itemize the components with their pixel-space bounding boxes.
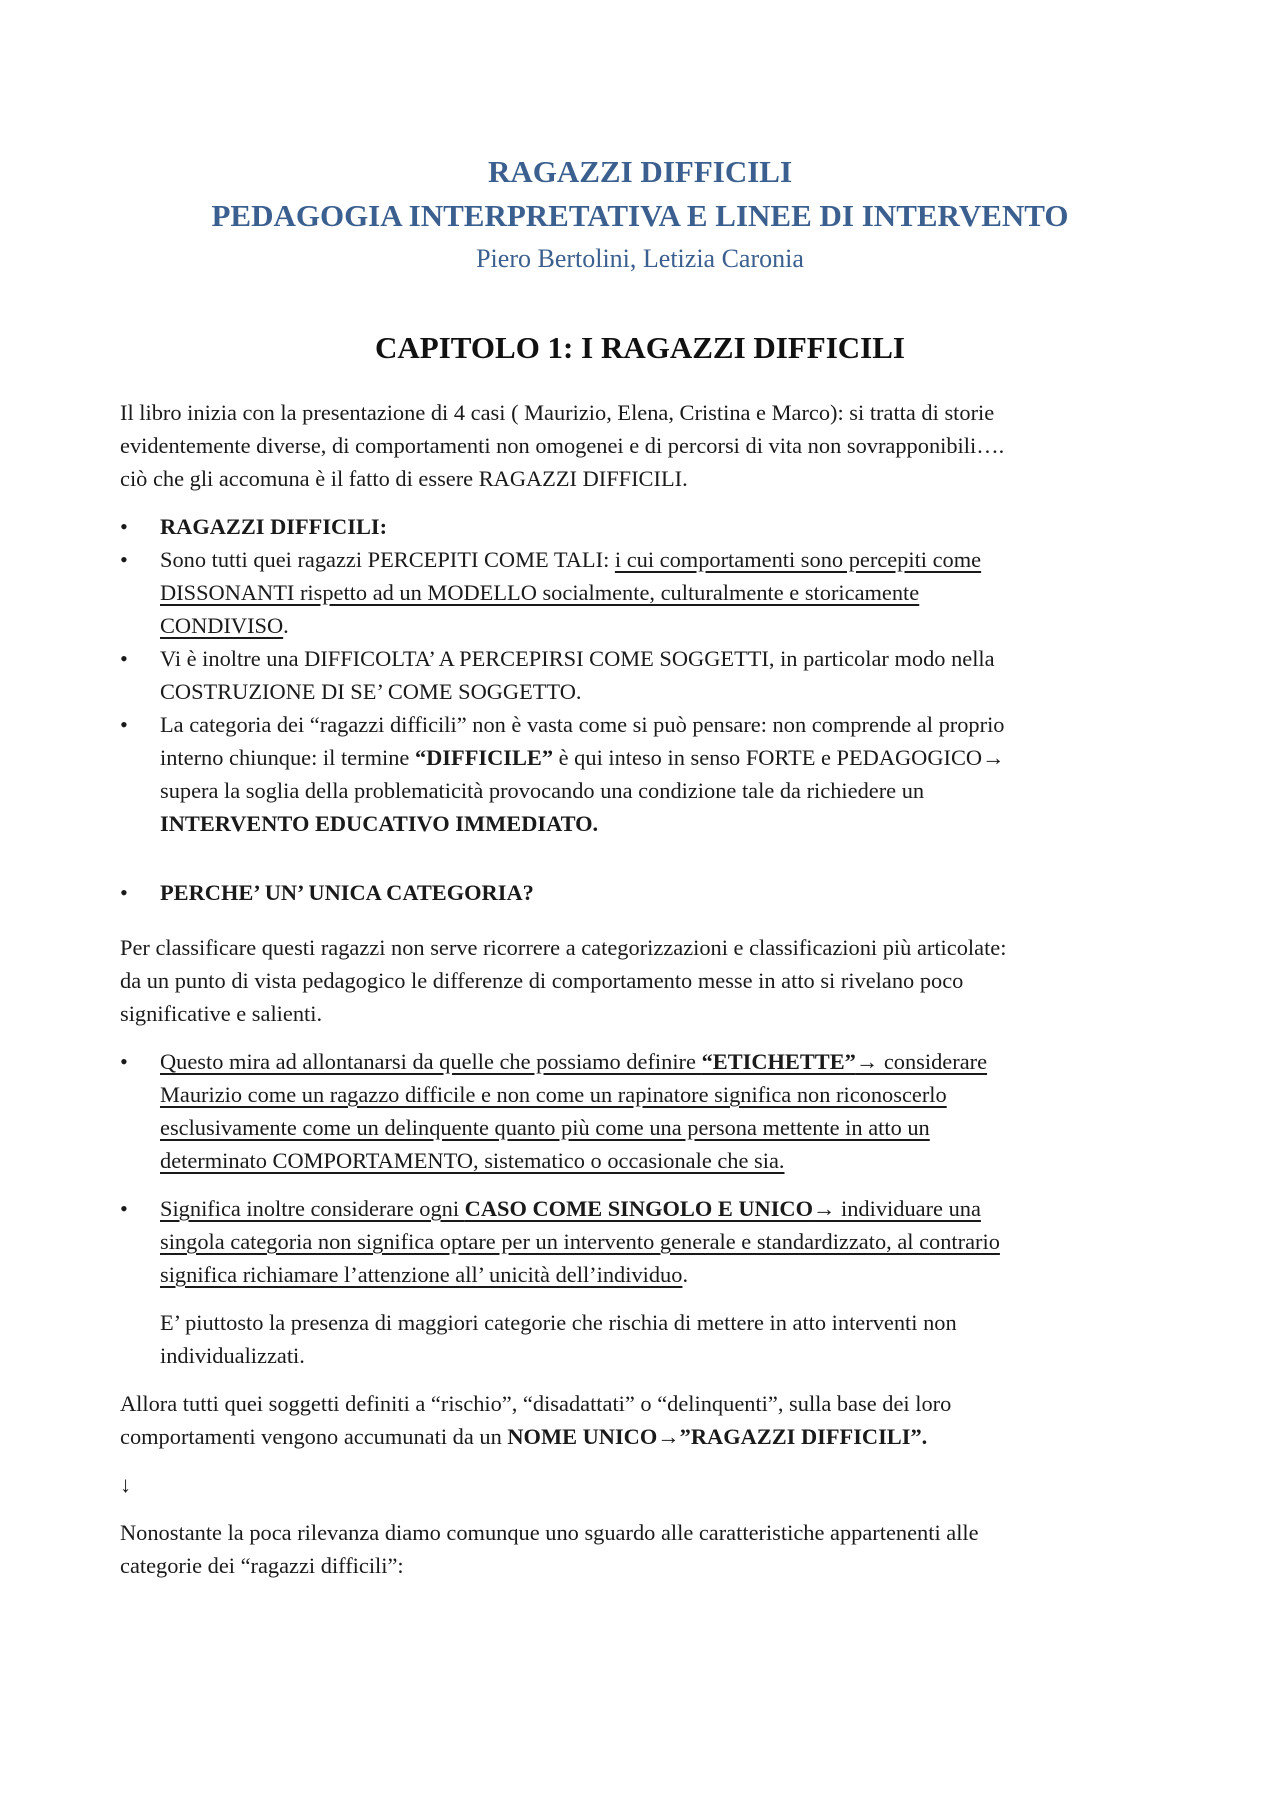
book-title: RAGAZZI DIFFICILI xyxy=(487,154,793,189)
text-line: significative e salienti. xyxy=(120,1001,323,1026)
down-arrow-icon: ↓ xyxy=(120,1472,132,1497)
book-authors: Piero Bertolini, Letizia Caronia xyxy=(476,244,804,273)
text-run: comportamenti vengono accumunati da un xyxy=(120,1424,508,1449)
underlined-text: esclusivamente come un delinquente quanto più come una persona mettente in atto un xyxy=(160,1115,930,1140)
bold-underlined-text: “ETICHETTE” xyxy=(701,1049,856,1074)
list-item-unique-case xyxy=(120,1192,1160,1291)
book-subtitle: PEDAGOGIA INTERPRETATIVA E LINEE DI INTERVENTO xyxy=(211,198,1069,233)
text-line: La categoria dei “ragazzi difficili” non è vasta come si può pensare: non comprende al proprio xyxy=(160,712,1005,737)
underlined-text: Questo mira ad allontanarsi da quelle che possiamo definire xyxy=(160,1049,702,1074)
text-line: Nonostante la poca rilevanza diamo comunque uno sguardo alle caratteristiche appartenenti alle xyxy=(120,1520,979,1545)
closing-paragraph xyxy=(120,1516,1160,1582)
underlined-text: CONDIVISO xyxy=(160,613,284,638)
summary-paragraph xyxy=(120,1387,1160,1453)
text-run: . xyxy=(283,613,289,638)
intro-paragraph xyxy=(120,396,1160,495)
text-run: interno chiunque: il termine xyxy=(160,745,415,770)
bold-underlined-text: CASO COME SINGOLO E UNICO xyxy=(464,1196,814,1221)
bold-text: “DIFFICILE” xyxy=(414,745,554,770)
text-line: E’ piuttosto la presenza di maggiori categorie che rischia di mettere in atto interventi non xyxy=(160,1310,957,1335)
text-line: categorie dei “ragazzi difficili”: xyxy=(120,1553,404,1578)
list-item xyxy=(120,642,1160,708)
text-line: Il libro inizia con la presentazione di 4 casi ( Maurizio, Elena, Cristina e Marco): si tratta di storie xyxy=(120,400,995,425)
text-line: Allora tutti quei soggetti definiti a “rischio”, “disadattati” o “delinquenti”, sulla base dei loro xyxy=(120,1391,952,1416)
document-body xyxy=(120,396,1160,1582)
indented-note xyxy=(120,1306,1160,1372)
text-run: Sono tutti quei ragazzi PERCEPITI COME TALI: xyxy=(160,547,615,572)
text-line: da un punto di vista pedagogico le differenze di comportamento messe in atto si rivelano poco xyxy=(120,968,964,993)
underlined-text: Maurizio come un ragazzo difficile e non come un rapinatore significa non riconoscerlo xyxy=(160,1082,947,1107)
text-run: . xyxy=(682,1262,689,1287)
underlined-text: → individuare una xyxy=(813,1196,981,1221)
underlined-text: → considerare xyxy=(855,1049,988,1074)
text-line: supera la soglia della problematicità provocando una condizione tale da richiedere un xyxy=(160,778,925,803)
list-item xyxy=(120,510,1160,543)
text-run: è qui inteso in senso FORTE e PEDAGOGICO→ xyxy=(553,745,1005,770)
list-item-heading: RAGAZZI DIFFICILI: xyxy=(160,514,388,539)
bold-text: INTERVENTO EDUCATIVO IMMEDIATO. xyxy=(160,811,599,836)
classification-paragraph xyxy=(120,931,1160,1030)
list-item-labels xyxy=(120,1045,1160,1177)
list-item xyxy=(120,708,1160,840)
bullet-list-definitions xyxy=(120,510,1160,840)
underlined-text: Significa inoltre considerare ogni xyxy=(160,1196,465,1221)
text-line: COSTRUZIONE DI SE’ COME SOGGETTO. xyxy=(160,679,582,704)
question-text: PERCHE’ UN’ UNICA CATEGORIA? xyxy=(160,880,534,905)
underlined-text: determinato COMPORTAMENTO, sistematico o occasionale che sia. xyxy=(160,1148,785,1173)
list-item xyxy=(120,543,1160,642)
document-header xyxy=(0,150,1280,280)
underlined-text: singola categoria non significa optare per un intervento generale e standardizzato, al contrario xyxy=(160,1229,1000,1254)
text-line: individualizzati. xyxy=(160,1343,305,1368)
text-line: Vi è inoltre una DIFFICOLTA’ A PERCEPIRSI COME SOGGETTI, in particolar modo nella xyxy=(160,646,995,671)
underlined-text: significa richiamare l’attenzione all’ unicità dell’individuo xyxy=(160,1262,683,1287)
underlined-text: i cui comportamenti sono percepiti come xyxy=(614,547,982,572)
text-line: ciò che gli accomuna è il fatto di essere RAGAZZI DIFFICILI. xyxy=(120,466,688,491)
underlined-text: DISSONANTI rispetto ad un MODELLO socialmente, culturalmente e storicamente xyxy=(160,580,920,605)
text-line: Per classificare questi ragazzi non serve ricorrere a categorizzazioni e classificazioni più articolate: xyxy=(120,935,1007,960)
chapter-title: CAPITOLO 1: I RAGAZZI DIFFICILI xyxy=(375,330,905,365)
bold-text: NOME UNICO→”RAGAZZI DIFFICILI”. xyxy=(507,1424,928,1449)
question-heading xyxy=(120,876,1160,909)
text-line: evidentemente diverse, di comportamenti non omogenei e di percorsi di vita non sovrapponibili…. xyxy=(120,433,1005,458)
